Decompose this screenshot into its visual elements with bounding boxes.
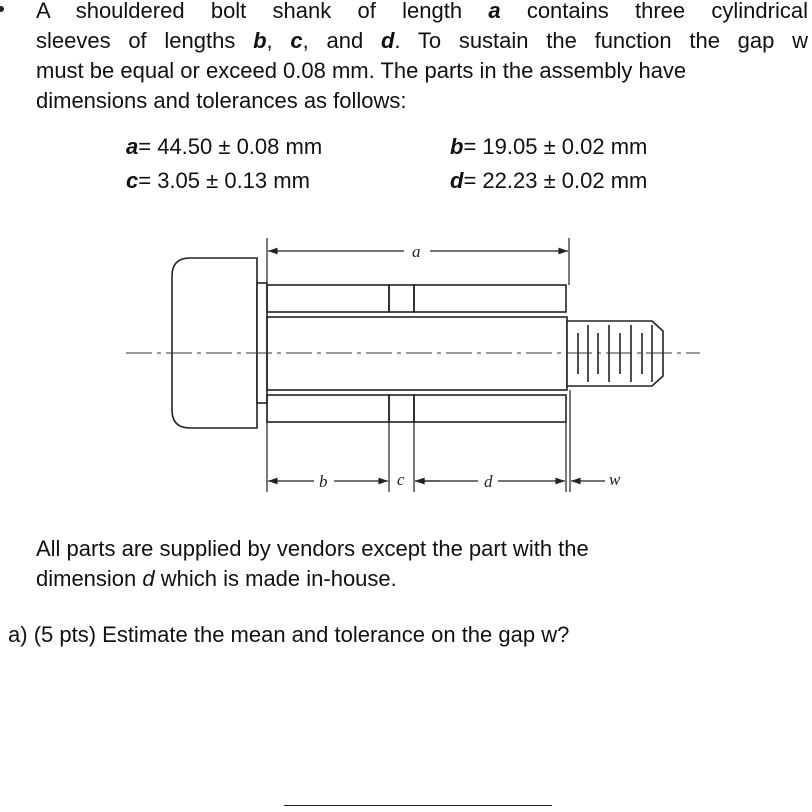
dimension-d: d= 22.23 ± 0.02 mm (450, 168, 648, 193)
problem-line-4: dimensions and tolerances as follows: (36, 88, 407, 113)
problem-line-2: sleeves of lengths b, c, and d. To sustain the function the gap w (36, 28, 809, 53)
dimension-a: a= 44.50 ± 0.08 mm (126, 134, 323, 159)
bolt-head (172, 258, 257, 428)
label-w: w (609, 470, 621, 489)
problem-line-3: must be equal or exceed 0.08 mm. The parts in the assembly have (36, 58, 687, 83)
sleeve-b-top (267, 285, 389, 312)
sleeve-c-top (389, 285, 414, 312)
label-d: d (484, 472, 493, 491)
note-line-2: dimension d which is made in-house. (36, 566, 397, 591)
note-line-1: All parts are supplied by vendors except the part with the (36, 536, 589, 561)
label-c: c (397, 470, 405, 489)
question-text: (5 pts) Estimate the mean and tolerance on the gap w? (33, 622, 570, 647)
dimension-b: b= 19.05 ± 0.02 mm (450, 134, 648, 159)
dimension-c: c= 3.05 ± 0.13 mm (126, 168, 310, 193)
label-a: a (412, 242, 421, 261)
sleeve-c-bottom (389, 395, 414, 422)
answer-line (284, 805, 552, 806)
note-paragraph (36, 534, 808, 594)
question-label: a) (8, 622, 28, 647)
question-a (8, 620, 569, 650)
sleeve-d-bottom (414, 395, 566, 422)
problem-line-1: A shouldered bolt shank of length a contains three cylindrical (36, 0, 808, 23)
sleeve-b-bottom (267, 395, 389, 422)
sleeve-d-top (414, 285, 566, 312)
label-b: b (319, 472, 328, 491)
bolt-collar (257, 283, 267, 403)
